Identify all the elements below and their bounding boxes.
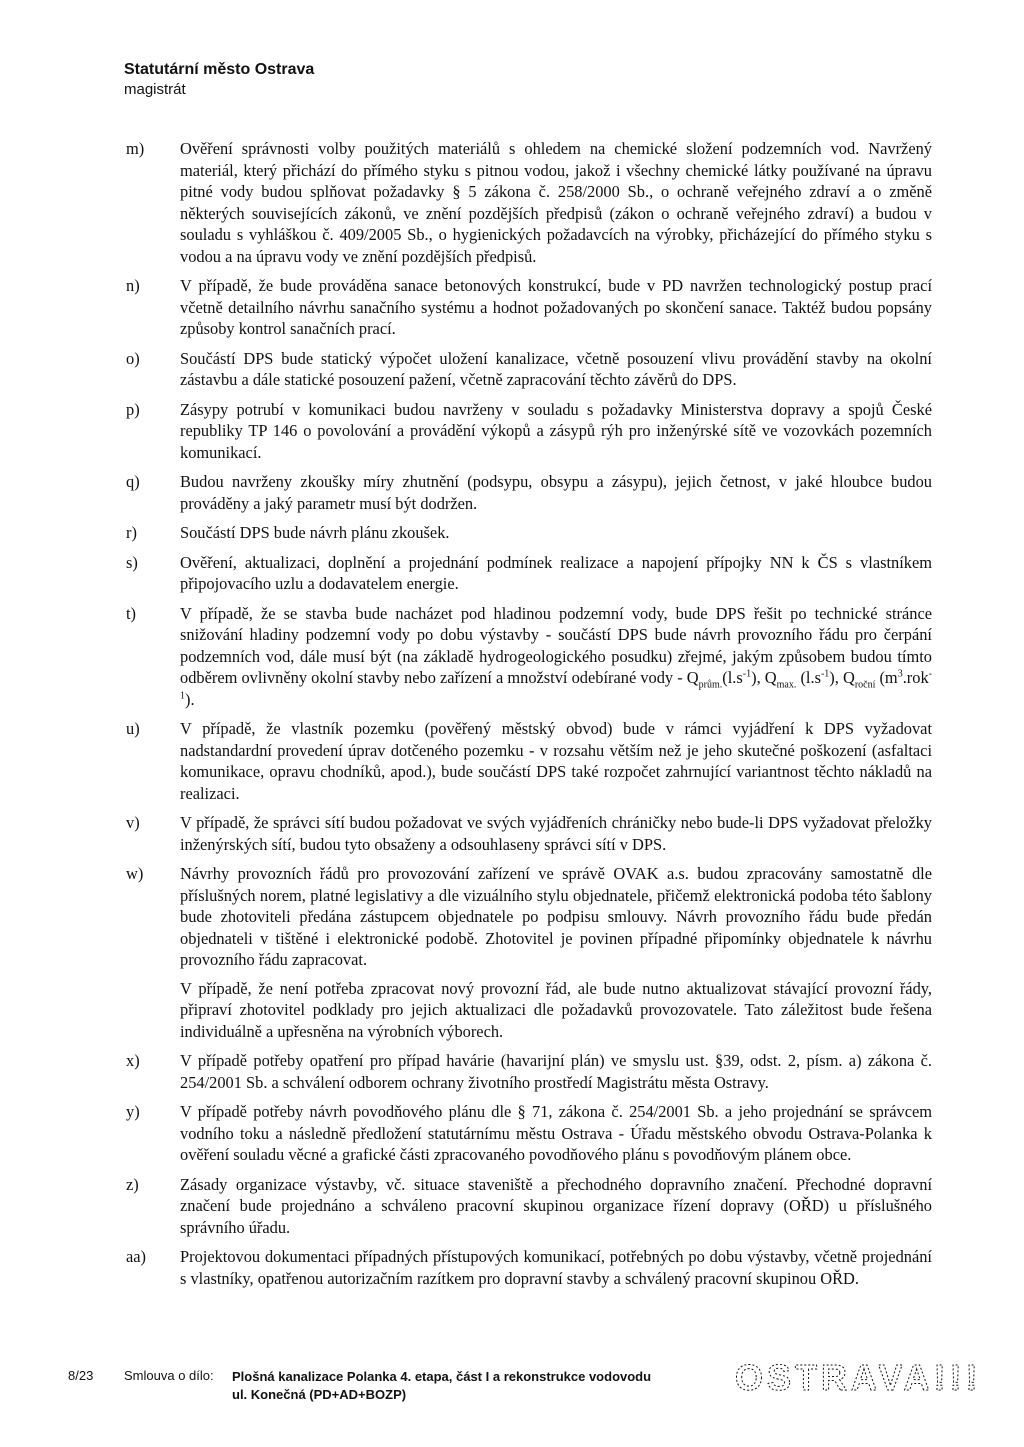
- clause-item: [126, 812, 932, 855]
- clause-t-fragment: V případě, že se stavba bude nacházet pod hladinou podzemní vody, bude DPS řešit po technické stránce snižování hladiny podzemní vody po dobu výstavby - součástí DPS bude návrh provozního řádu pro čerpání podzemních vod, dále musí být (na základě hydrogeologického posudku) zřejmé, jakým způsobem budou tímto odběrem ovlivněny okolní stavby nebo zařízení a množství odebírané vody - Q: [180, 603, 932, 687]
- clause-letter: s): [126, 552, 138, 572]
- clause-t-fragment: ), Q: [829, 668, 855, 687]
- clause-text: V případě potřeby opatření pro případ havárie (havarijní plán) ve smyslu ust. §39, odst. 2, písm. a) zákona č. 254/2001 Sb. a schválení odborem ochrany životního prostředí Magistrátu města Ostravy.: [180, 1051, 932, 1092]
- clause-letter: x): [126, 1051, 140, 1070]
- clause-item: [126, 399, 932, 464]
- page-number: 8/23: [68, 1368, 94, 1383]
- clause-t-fragment: roční: [854, 679, 876, 691]
- clause-letter: t): [126, 603, 137, 623]
- clause-t-fragment: (l.s: [796, 668, 821, 687]
- clause-text: V případě, že vlastník pozemku (pověřený městský obvod) bude v rámci vyjádření k DPS vyžadovat nadstandardní provedení úprav dotčeného pozemku - v rozsahu větším než je jeho skutečné poškození (asfaltaci komunikace, opravu chodníků, apod.), bude součástí DPS také rozpočet zahrnující variantnost těchto nákladů na realizaci.: [180, 719, 932, 803]
- clause-t-fragment: ), Q: [751, 668, 777, 687]
- clause-item: [126, 1050, 932, 1093]
- clause-t-fragment: 3: [897, 668, 903, 680]
- clause-t-fragment: (l.s: [722, 668, 743, 687]
- clause-letter: r): [126, 523, 137, 542]
- clause-letter: u): [126, 719, 140, 738]
- contract-label: Smlouva o dílo:: [124, 1368, 214, 1383]
- contract-title: [232, 1368, 651, 1404]
- clause-letter: n): [126, 276, 140, 295]
- clause-t-fragment: (m: [875, 668, 898, 687]
- clause-item: [126, 1174, 932, 1239]
- clause-item: [126, 1246, 932, 1289]
- clause-text: [180, 603, 932, 711]
- clause-text: V případě potřeby návrh povodňového plánu dle § 71, zákona č. 254/2001 Sb. a jeho projednání se správcem vodního toku a následně předložení statutárnímu městu Ostrava - Úřadu městského obvodu Ostrava-Polanka k ověření souladu věcné a grafické části zpracovaného povodňového plánu s povodňovým plánem obce.: [180, 1102, 932, 1164]
- clause-text: V případě, že správci sítí budou požadovat ve svých vyjádřeních chráničky nebo bude-li DPS vyžadovat přeložky inženýrských sítí, budou tyto obsaženy a odsouhlaseny správci sítí v DPS.: [180, 813, 932, 854]
- clause-text: Ověření správnosti volby použitých materiálů s ohledem na chemické složení podzemních vod. Navržený materiál, který přichází do přímého styku s pitnou vodou, jakož i všechny chemické látky používané na úpravu pitné vody budou splňovat požadavky § 5 zákona č. 258/2000 Sb., o ochraně veřejného zdraví a o změně některých souvisejících zákonů, ve znění pozdějších předpisů (zákon o ochraně veřejného zdraví) a budou v souladu s vyhláškou č. 409/2005 Sb., o hygienických požadavcích na výrobky, přicházející do přímého styku s vodou a na úpravu vody ve znění pozdějších předpisů.: [180, 139, 932, 266]
- clause-text: Ověření, aktualizaci, doplnění a projednání podmínek realizace a napojení přípojky NN k ČS s vlastníkem připojovacího uzlu a dodavatelem energie.: [180, 552, 932, 593]
- clause-text: Součástí DPS bude návrh plánu zkoušek.: [180, 523, 450, 542]
- clause-letter: y): [126, 1102, 140, 1121]
- clause-item: [126, 718, 932, 804]
- clause-text: Budou navrženy zkoušky míry zhutnění (podsypu, obsypu a zásypu), jejich četnost, v jaké hloubce budou prováděny a jaký parametr musí být dodržen.: [180, 472, 932, 513]
- clause-text: V případě, že není potřeba zpracovat nový provozní řád, ale bude nutno aktualizovat stávající provozní řády, připraví zhotovitel podklady pro jejich aktualizaci dle požadavků provozovatele. Tato záležitost bude řešena individuálně a upřesněna na výrobních výborech.: [180, 978, 932, 1041]
- clause-item: [126, 138, 932, 267]
- page-footer: [0, 1357, 1024, 1414]
- clause-letter: v): [126, 813, 140, 832]
- clause-text: Projektovou dokumentaci případných přístupových komunikací, potřebných po dobu výstavby, včetně projednání s vlastníky, opatřenou autorizačním razítkem pro dopravní stavby a schválený pracovní skupinou OŘD.: [180, 1247, 932, 1288]
- clause-letter: w): [126, 864, 144, 883]
- clause-list: [126, 138, 932, 1297]
- clause-letter: p): [126, 399, 140, 419]
- clause-t-fragment: -1: [742, 668, 752, 680]
- contract-title-line-1: Plošná kanalizace Polanka 4. etapa, část I a rekonstrukce vodovodu: [232, 1369, 652, 1384]
- clause-t-fragment: -1: [820, 668, 830, 680]
- clause-letter: m): [126, 139, 145, 158]
- clause-item: [126, 863, 932, 1042]
- clause-text: Zásady organizace výstavby, vč. situace staveniště a přechodného dopravního značení. Přechodné dopravní značení bude projednáno a schváleno pracovní skupinou organizace řízení dopravy (OŘD) u příslušného správního úřadu.: [180, 1174, 932, 1237]
- ostrava-logo-text: OSTRAVA!!!: [735, 1357, 982, 1398]
- clause-t-fragment: .rok: [902, 668, 929, 687]
- clause-letter: o): [126, 348, 140, 368]
- clause-item: [126, 603, 932, 711]
- letterhead: [124, 60, 314, 100]
- clause-text: Součástí DPS bude statický výpočet uložení kanalizace, včetně posouzení vlivu provádění stavby na okolní zástavbu a dále statické posouzení pažení, včetně zapracování těchto závěrů do DPS.: [180, 348, 932, 389]
- clause-text: Zásypy potrubí v komunikaci budou navrženy v souladu s požadavky Ministerstva dopravy a spojů České republiky TP 146 o povolování a provádění výkopů a zásypů rýh pro inženýrské sítě ve vozovkách pozemních komunikací.: [180, 399, 932, 462]
- clause-item: [126, 471, 932, 514]
- clause-item: [126, 348, 932, 391]
- clause-t-fragment: ).: [185, 689, 195, 709]
- contract-title-line-2: ul. Konečná (PD+AD+BOZP): [232, 1387, 407, 1402]
- organization-name: Statutární město Ostrava: [124, 61, 315, 78]
- clause-t-fragment: -1: [180, 668, 932, 702]
- clause-letter: z): [126, 1174, 139, 1194]
- clause-letter: aa): [126, 1247, 147, 1266]
- clause-t-fragment: prům.: [698, 679, 723, 691]
- clause-text: V případě, že bude prováděna sanace betonových konstrukcí, bude v PD navržen technologický postup prací včetně detailního návrhu sanačního systému a hodnot požadovaných po skončení sanace. Taktéž budou popsány způsoby kontrol sanačních prací.: [180, 276, 932, 338]
- clause-item: [126, 522, 932, 544]
- clause-text: Návrhy provozních řádů pro provozování zařízení ve správě OVAK a.s. budou zpracovány samostatně dle příslušných norem, platné legislativy a dle vizuálního stylu objednatele, přičemž elektronická podoba této šablony bude zhotoviteli předána zástupcem objednatele po podpisu smlouvy. Návrh provozního řádu bude předán objednateli v tištěné i elektronické podobě. Zhotovitel je povinen případné připomínky objednatele k návrhu provozního řádu zapracovat.: [180, 864, 932, 969]
- ostrava-logo: [735, 1352, 995, 1400]
- clause-item: [126, 1101, 932, 1166]
- clause-item: [126, 552, 932, 595]
- department-name: magistrát: [124, 81, 186, 98]
- clause-letter: q): [126, 472, 140, 491]
- clause-item: [126, 275, 932, 340]
- clause-t-fragment: max.: [776, 679, 797, 691]
